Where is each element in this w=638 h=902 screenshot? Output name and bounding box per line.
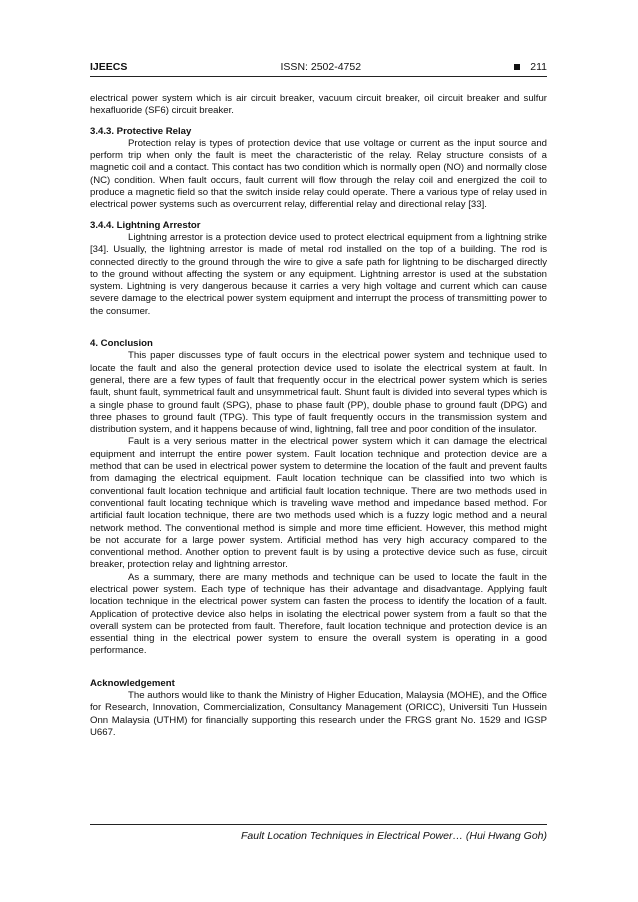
page-number: 211 [530, 61, 547, 73]
journal-name: IJEECS [90, 61, 128, 73]
intro-paragraph: electrical power system which is air circuit breaker, vacuum circuit breaker, oil circuit breaker and sulfur hexafluoride (SF6) circuit breaker. [90, 93, 547, 117]
section-heading-acknowledgement: Acknowledgement [90, 677, 175, 689]
section-heading-conclusion: 4. Conclusion [90, 338, 153, 350]
running-title: Fault Location Techniques in Electrical Power… (Hui Hwang Goh) [240, 830, 547, 842]
page-number-group [514, 61, 547, 73]
issn: ISSN: 2502-4752 [280, 61, 362, 73]
conclusion-paragraph: This paper discusses type of fault occurs in the electrical power system and technique used to locate the fault and also the general protection device used to isolate the electrical system at fault. In general, there are a few types of fault that frequently occur in the electrical power system which is series fault, shunt fault, symmetrical fault and unsymmetrical fault. Shunt fault is divided into several types which is a single phase to ground fault (SPG), phase to phase fault (PP), double phase to ground fault (DPG) and three phases to ground fault (TPG). This type of fault frequently occurs in the transmission system and distribution system, and it happens because of wind, lightning, fall tree and poor condition of the insulator. [90, 350, 547, 436]
lightning-arrestor-paragraph: Lightning arrestor is a protection device used to protect electrical equipment from a lightning strike [34]. Usually, the lightning arrestor is made of metal rod installed on the top of a building. The rod is connected directly to the ground through the wire to give a safe path for lightning to be discharged directly to the ground without affecting the system or any equipment. Lightning arrestor is used at the substation system. Lightning is very dangerous because it carries a very high voltage and current which can cause severe damage to the electrical power system equipment and interrupt the process of transmitting power to the consumer. [90, 231, 547, 317]
section-heading-protective-relay: 3.4.3. Protective Relay [90, 125, 192, 137]
conclusion-paragraph: Fault is a very serious matter in the electrical power system which it can damage the electrical equipment and interrupt the entire power system. Fault location technique and protection device are a method that can be used in electrical power system to determine the location of the fault and prevent faults from damaging the electrical equipment. Fault location technique can be classified into two which is conventional fault location technique and artificial fault location technique. There are two methods used in conventional fault locating technique which is traveling wave method and impedance based method. For artificial fault location technique, there are two methods used which is a fuzzy logic method and a neural network method. The conventional method is simple and more time efficient. However, this method might be not accurate for a large power system. Artificial method has very high accuracy compared to the conventional method. Another option to prevent fault is by using a protective device such as fuse, circuit breaker, protection relay and lightning arrestor. [90, 436, 547, 571]
footer-rule [90, 824, 547, 825]
page [90, 60, 547, 739]
protective-relay-paragraph: Protection relay is types of protection device that use voltage or current as the input source and perform trip when only the fault is meet the characteristic of the relay. Relay structure consists of a magnetic coil and a contact. This contact has two condition which is normally open (NO) and normally close (NC) condition. When fault occurs, fault current will flow through the relay coil and energized the coil to produce a magnetic field so that the switch inside relay could operate. There a various type of relay used in electrical power systems such as overcurrent relay, differential relay and directional relay [33]. [90, 137, 547, 211]
header-rule [90, 76, 547, 77]
body-text [90, 93, 547, 739]
acknowledgement-paragraph: The authors would like to thank the Ministry of Higher Education, Malaysia (MOHE), and the Office for Research, Innovation, Commercialization, Consultancy Management (ORICC), Universiti Tun Hussein Onn Malaysia (UTHM) for financially supporting this research under the FRGS grant No. 1529 and IGSP U667. [90, 690, 547, 738]
conclusion-paragraph: As a summary, there are many methods and technique can be used to locate the fault in the electrical power system. Each type of technique has their advantage and disadvantage. Applying fault location technique in the electrical power system can fasten the process to identify the location of a fault. Application of protective device also helps in isolating the electrical power system from a fault so that the overall system can be protected from fault. Therefore, fault location technique and protection device is an essential thing in the electrical power system to ensure the overall system is operating in a good performance. [90, 571, 547, 657]
page-header [90, 60, 547, 74]
square-bullet-icon [514, 64, 520, 70]
section-heading-lightning-arrestor: 3.4.4. Lightning Arrestor [90, 219, 201, 231]
